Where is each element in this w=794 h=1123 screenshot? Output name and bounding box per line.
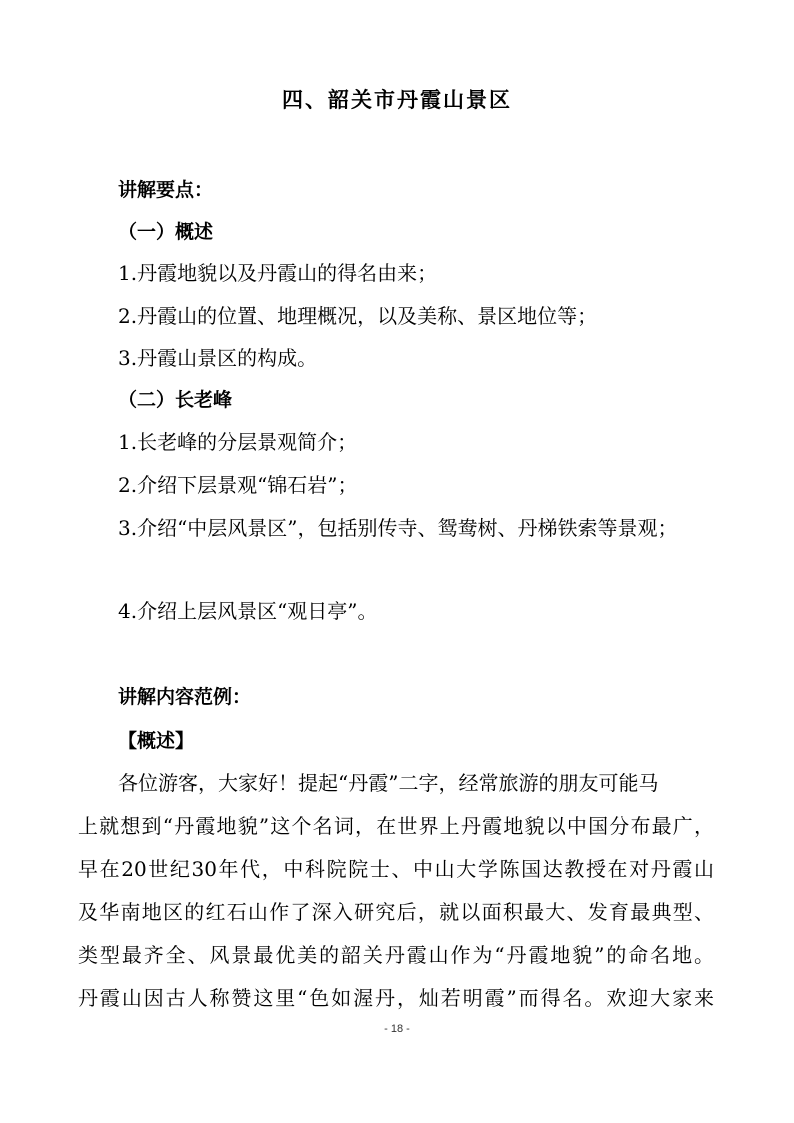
paragraph-line: 上就想到“丹霞地貌”这个名词，在世界上丹霞地貌以中国分布最广， <box>78 814 714 838</box>
page-title: 四、韶关市丹霞山景区 <box>282 88 512 112</box>
overview-tag: 【概述】 <box>118 730 195 752</box>
paragraph-line: 丹霞山因古人称赞这里“色如渥丹，灿若明霞”而得名。欢迎大家来 <box>78 986 714 1010</box>
list-item: 3.丹霞山景区的构成。 <box>118 346 318 370</box>
section-heading-key-points: 讲解要点： <box>118 179 214 201</box>
list-item: 3.介绍“中层风景区”，包括别传寺、鸳鸯树、丹梯铁索等景观； <box>118 516 678 540</box>
list-item: 2.丹霞山的位置、地理概况，以及美称、景区地位等； <box>118 304 598 328</box>
list-item: 1.长老峰的分层景观简介； <box>118 430 358 454</box>
page-number: - 18 - <box>384 1023 410 1035</box>
paragraph-line: 早在20世纪30年代，中科院院士、中山大学陈国达教授在对丹霞山 <box>78 857 714 881</box>
paragraph-line: 类型最齐全、风景最优美的韶关丹霞山作为“丹霞地貌”的命名地。 <box>78 943 714 967</box>
subsection-heading-overview: （一）概述 <box>118 221 214 243</box>
list-item: 1.丹霞地貌以及丹霞山的得名由来； <box>118 261 438 285</box>
paragraph-line: 各位游客，大家好！提起“丹霞”二字，经常旅游的朋友可能马 <box>118 771 659 795</box>
subsection-heading-changlao-peak: （二）长老峰 <box>118 389 233 411</box>
list-item: 2.介绍下层景观“锦石岩”； <box>118 473 358 497</box>
section-heading-example: 讲解内容范例： <box>118 686 252 708</box>
list-item: 4.介绍上层风景区“观日亭”。 <box>118 599 378 623</box>
paragraph-line: 及华南地区的红石山作了深入研究后，就以面积最大、发育最典型、 <box>78 900 714 924</box>
